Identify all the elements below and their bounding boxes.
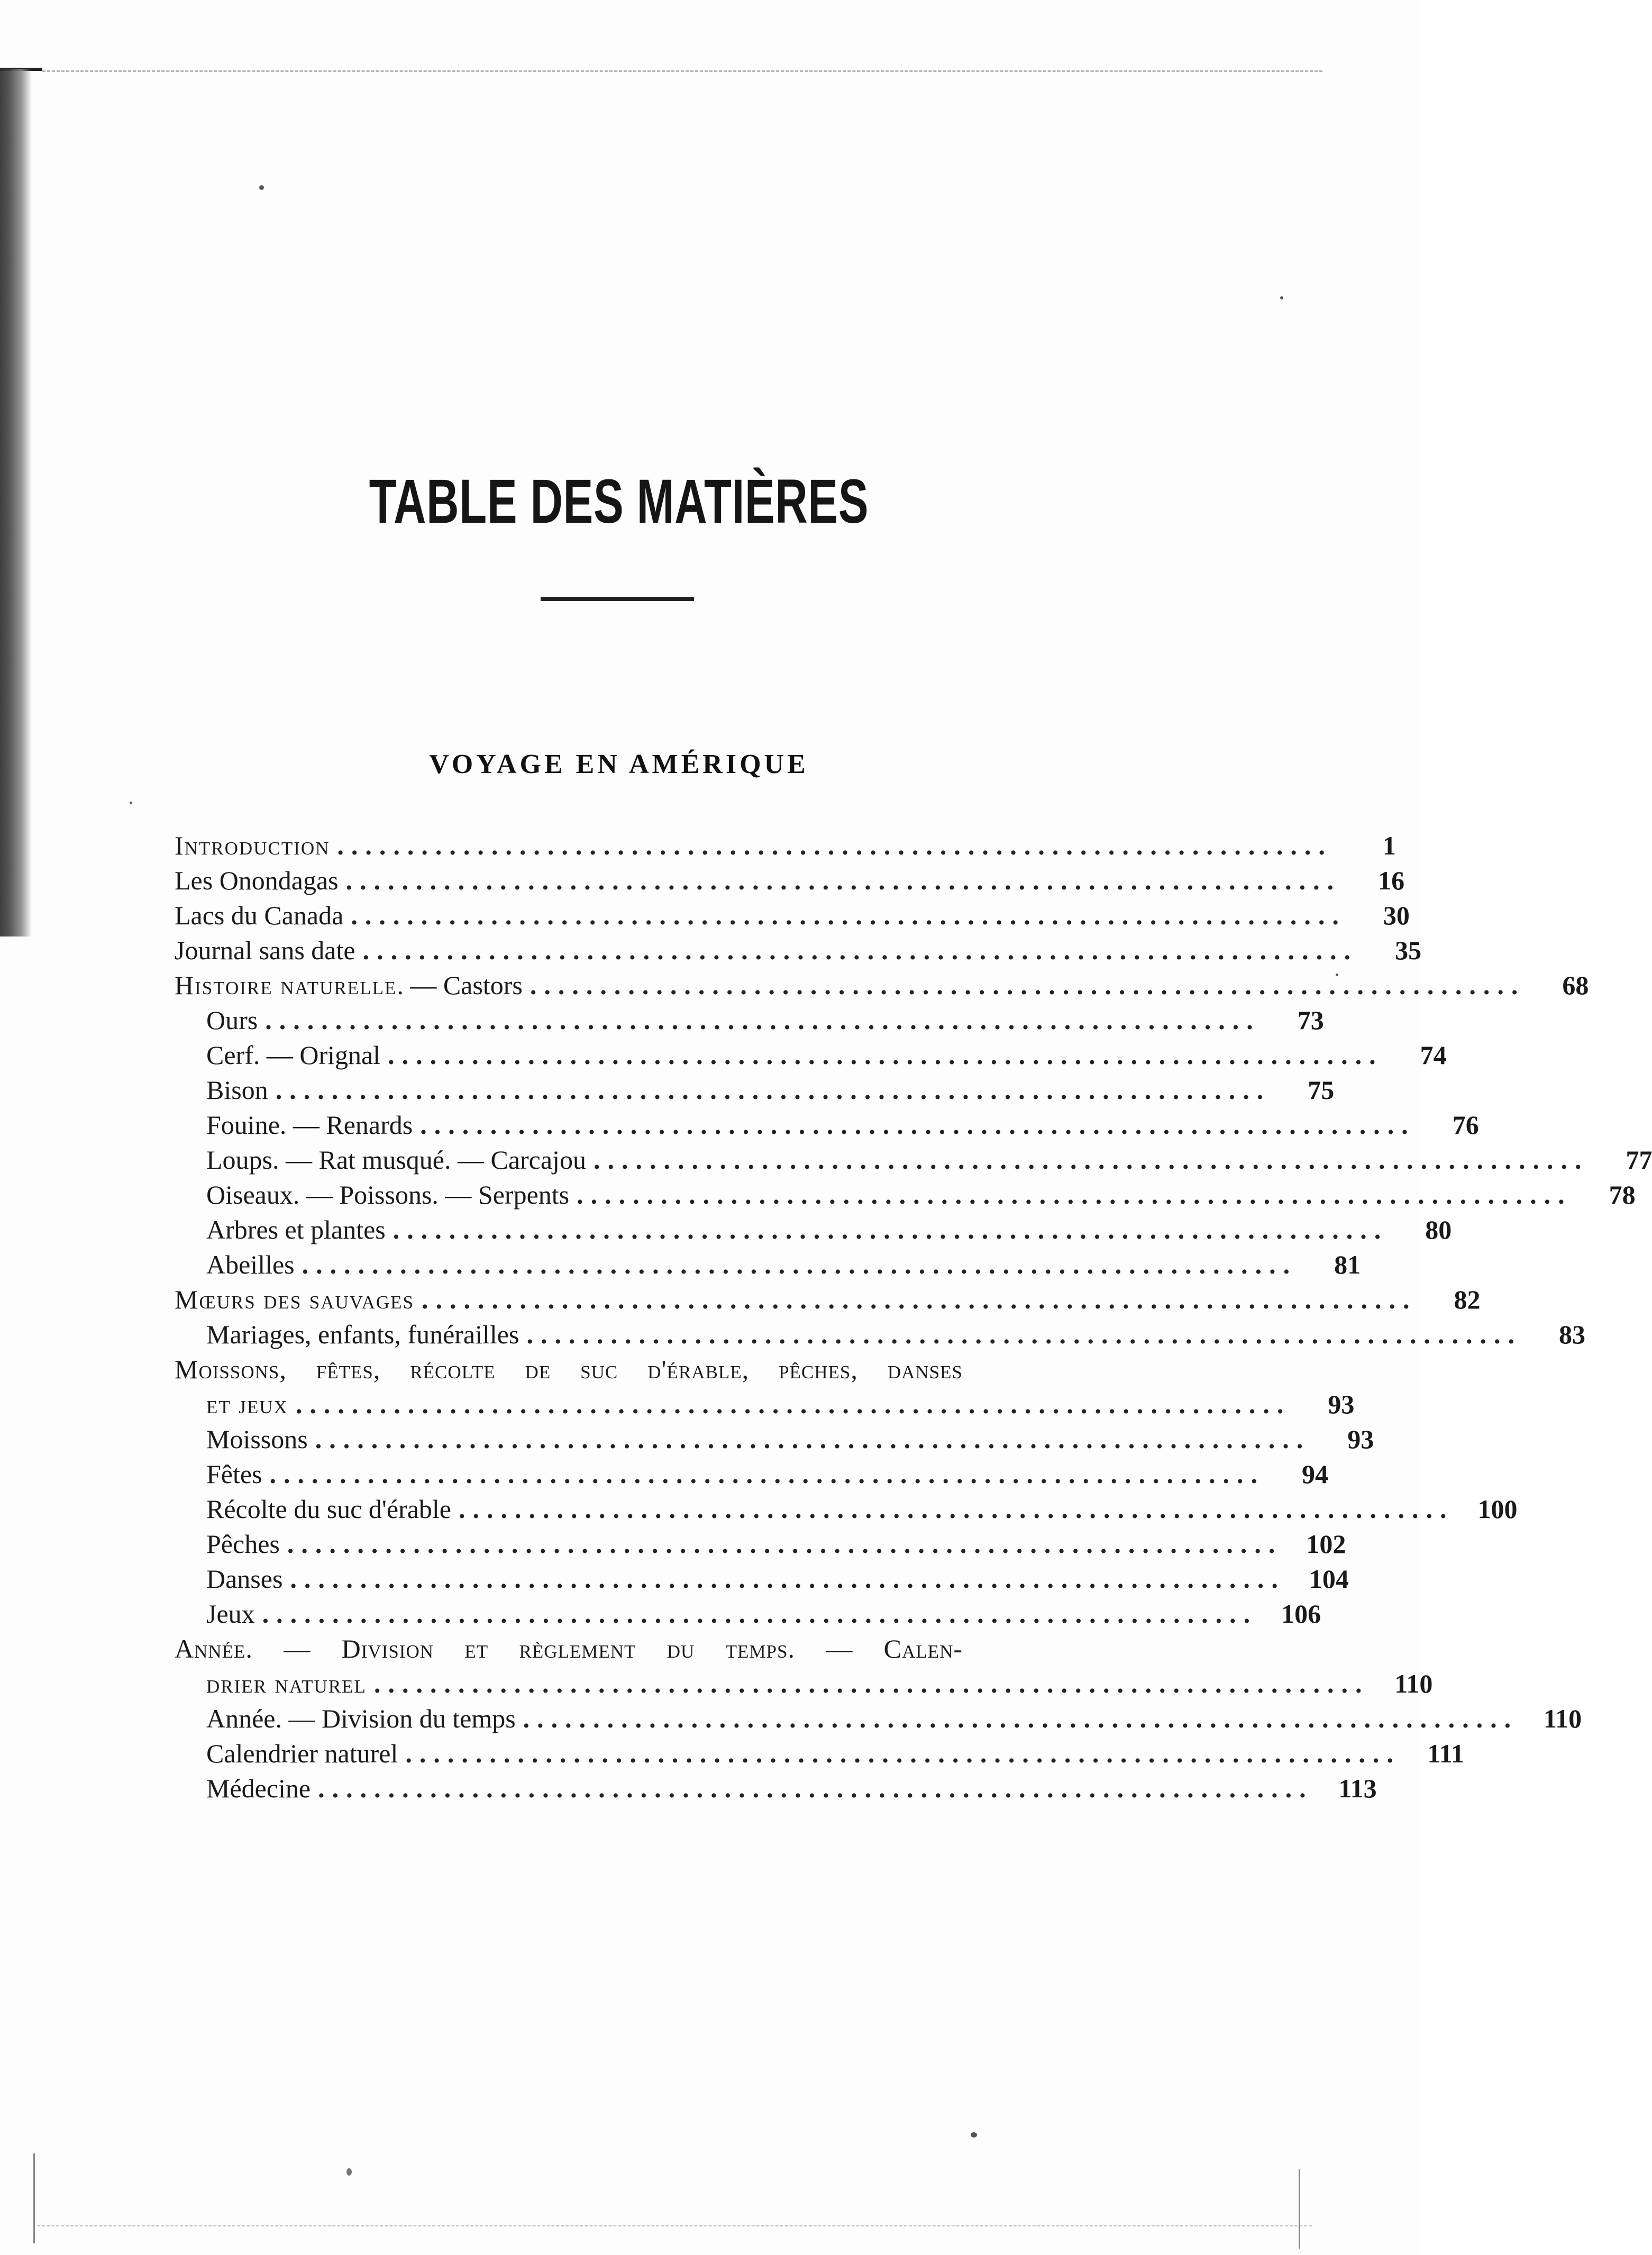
toc-entry-label: Mariages, enfants, funérailles (206, 1320, 519, 1349)
toc-entry-label-line1: Année. — Division et règlement du temps. — Calen- (175, 1634, 963, 1663)
toc-entry-label: Pêches (206, 1529, 280, 1559)
toc-entry (175, 1596, 1321, 1631)
toc-entry (175, 1457, 1329, 1492)
toc-entry-label: Fêtes (206, 1459, 262, 1489)
toc-entry-label: Abeilles (206, 1250, 295, 1279)
toc-entry (175, 1561, 1349, 1596)
leader-dots: ....................................................................... (388, 1040, 1383, 1070)
toc-entry-label: Les Onondagas (175, 866, 339, 895)
toc-entry-page: 102 (1306, 1529, 1346, 1559)
toc-entry-page: 80 (1425, 1215, 1452, 1244)
toc-entry-page: 111 (1427, 1739, 1464, 1768)
scan-speck (130, 802, 132, 804)
toc-entry (175, 1387, 1355, 1422)
toc-entry (175, 1107, 1479, 1142)
leader-dots: ....................................................................... (393, 1215, 1389, 1244)
leader-dots: ....................................................................... (295, 1389, 1291, 1419)
toc-entry-page: 68 (1562, 970, 1589, 1000)
leader-dots: ....................................................................... (421, 1285, 1417, 1314)
toc-entry-page: 82 (1454, 1285, 1481, 1314)
leader-dots: ....................................................................... (405, 1739, 1401, 1768)
leader-dots: ....................................................................... (290, 1564, 1285, 1594)
toc-entry-page: 35 (1395, 935, 1422, 965)
toc-entry-page: 93 (1328, 1389, 1355, 1419)
toc-entry-label: Récolte du suc d'érable (206, 1494, 451, 1524)
toc-entry-label: Fouine. — Renards (206, 1110, 413, 1140)
toc-entry-label: Lacs du Canada (175, 901, 344, 930)
leader-dots: ....................................................................... (262, 1599, 1258, 1629)
scan-speck (346, 2168, 352, 2176)
leader-dots: ....................................................................... (345, 866, 1341, 895)
toc-entry-page: 75 (1308, 1075, 1335, 1105)
toc-entry-label: Année. — Division du temps (206, 1704, 516, 1733)
toc-entry (175, 1142, 1652, 1177)
toc-entry-page: 83 (1558, 1320, 1585, 1349)
leader-dots: ....................................................................... (420, 1110, 1416, 1140)
leader-dots: ....................................................................... (265, 1005, 1261, 1035)
toc-entry-label: Cerf. — Orignal (206, 1040, 381, 1070)
toc-entry-page: 74 (1420, 1040, 1447, 1070)
toc-entry (175, 1666, 1433, 1701)
top-scan-line (42, 70, 1322, 72)
toc-entry-label: Oiseaux. — Poissons. — Serpents (206, 1180, 570, 1210)
toc-entry (175, 828, 1396, 863)
toc-entry-page: 78 (1609, 1180, 1636, 1210)
section-heading: VOYAGE EN AMÉRIQUE (429, 749, 809, 779)
toc-entry-page: 93 (1347, 1424, 1374, 1454)
scan-speck (971, 2132, 977, 2138)
leader-dots: ....................................................................... (318, 1774, 1313, 1803)
toc-entry-page: 76 (1452, 1110, 1479, 1140)
toc-entry (175, 1072, 1335, 1107)
toc-entry (175, 863, 1405, 898)
title-rule (541, 597, 694, 601)
toc-entry (175, 968, 1589, 1003)
leader-dots: ....................................................................... (269, 1459, 1265, 1489)
leader-dots: ....................................................................... (337, 831, 1332, 860)
toc-entry (175, 1282, 1481, 1317)
toc-entry-page: 106 (1281, 1599, 1321, 1629)
leader-dots: ....................................................................... (362, 935, 1358, 965)
toc-entry (175, 1212, 1452, 1247)
toc-entry-page: 104 (1309, 1564, 1349, 1594)
toc-entry-page: 100 (1477, 1494, 1518, 1524)
toc-entry-label-line2: et jeux (206, 1389, 288, 1419)
right-margin-rule (1299, 2169, 1300, 2249)
leader-dots: ....................................................................... (523, 1704, 1519, 1733)
toc-entry-label-rest: . — Castors (397, 970, 523, 1000)
leader-dots: ....................................................................... (593, 1145, 1589, 1175)
toc-entry-label-smallcaps: Histoire naturelle (175, 970, 397, 1000)
toc-entry-page: 77 (1626, 1145, 1652, 1175)
toc-entry-page: 16 (1378, 866, 1405, 895)
toc-entry (175, 1771, 1377, 1806)
toc-entry (175, 1701, 1582, 1736)
leader-dots: ....................................................................... (275, 1075, 1271, 1105)
toc-entry (175, 1736, 1464, 1771)
scan-speck (1280, 296, 1283, 299)
leader-dots: ....................................................................... (302, 1250, 1298, 1279)
bottom-scan-line (37, 2225, 1312, 2226)
toc-entry-page: 81 (1334, 1250, 1361, 1279)
toc-entry (175, 1003, 1324, 1038)
toc-entry-label: Ours (206, 1005, 258, 1035)
toc-entry (175, 1422, 1374, 1457)
toc-entry-page: 30 (1383, 901, 1410, 930)
toc-entry-page: 73 (1297, 1005, 1324, 1035)
page-title: TABLE DES MATIÈRES (369, 467, 869, 537)
leader-dots: ....................................................................... (530, 970, 1526, 1000)
leader-dots: ....................................................................... (459, 1494, 1454, 1524)
toc-entry-page: 1 (1382, 831, 1396, 860)
toc-entry (175, 1317, 1585, 1352)
toc-entry-label (175, 968, 523, 1003)
left-margin-rule (33, 2153, 35, 2243)
toc-entry (175, 1038, 1447, 1072)
toc-entry-label: Introduction (175, 831, 330, 860)
toc-entry-label: Arbres et plantes (206, 1215, 386, 1244)
toc-entry-label-line1: Moissons, fêtes, récolte de suc d'érable, pêches, danses (175, 1354, 963, 1384)
toc-entry-label: Bison (206, 1075, 268, 1105)
toc-entry-label: Journal sans date (175, 935, 355, 965)
toc-entry-page: 94 (1302, 1459, 1329, 1489)
toc-entry-page: 113 (1338, 1774, 1377, 1803)
toc-entry (175, 1177, 1636, 1212)
toc-entry-label: Mœurs des sauvages (175, 1285, 414, 1314)
toc-entry-label: Calendrier naturel (206, 1739, 398, 1768)
table-of-contents (175, 828, 1652, 1806)
leader-dots: ....................................................................... (577, 1180, 1572, 1210)
toc-entry-page: 110 (1543, 1704, 1582, 1733)
leader-dots: ....................................................................... (315, 1424, 1311, 1454)
toc-entry (175, 898, 1410, 933)
toc-entry-label: Danses (206, 1564, 283, 1594)
leader-dots: ....................................................................... (526, 1320, 1522, 1349)
leader-dots: ....................................................................... (287, 1529, 1283, 1559)
toc-entry-label-line2: drier naturel (206, 1669, 367, 1698)
binding-edge (0, 69, 32, 936)
toc-entry-label: Loups. — Rat musqué. — Carcajou (206, 1145, 586, 1175)
leader-dots: ....................................................................... (351, 901, 1346, 930)
toc-entry-page: 110 (1394, 1669, 1433, 1698)
toc-entry-label: Jeux (206, 1599, 255, 1629)
toc-entry (175, 933, 1422, 968)
toc-entry (175, 1492, 1518, 1526)
scan-speck (259, 185, 264, 190)
toc-entry (175, 1526, 1346, 1561)
toc-entry-label: Moissons (206, 1424, 308, 1454)
leader-dots: ....................................................................... (373, 1669, 1370, 1698)
toc-entry-label: Médecine (206, 1774, 311, 1803)
toc-entry (175, 1247, 1361, 1282)
